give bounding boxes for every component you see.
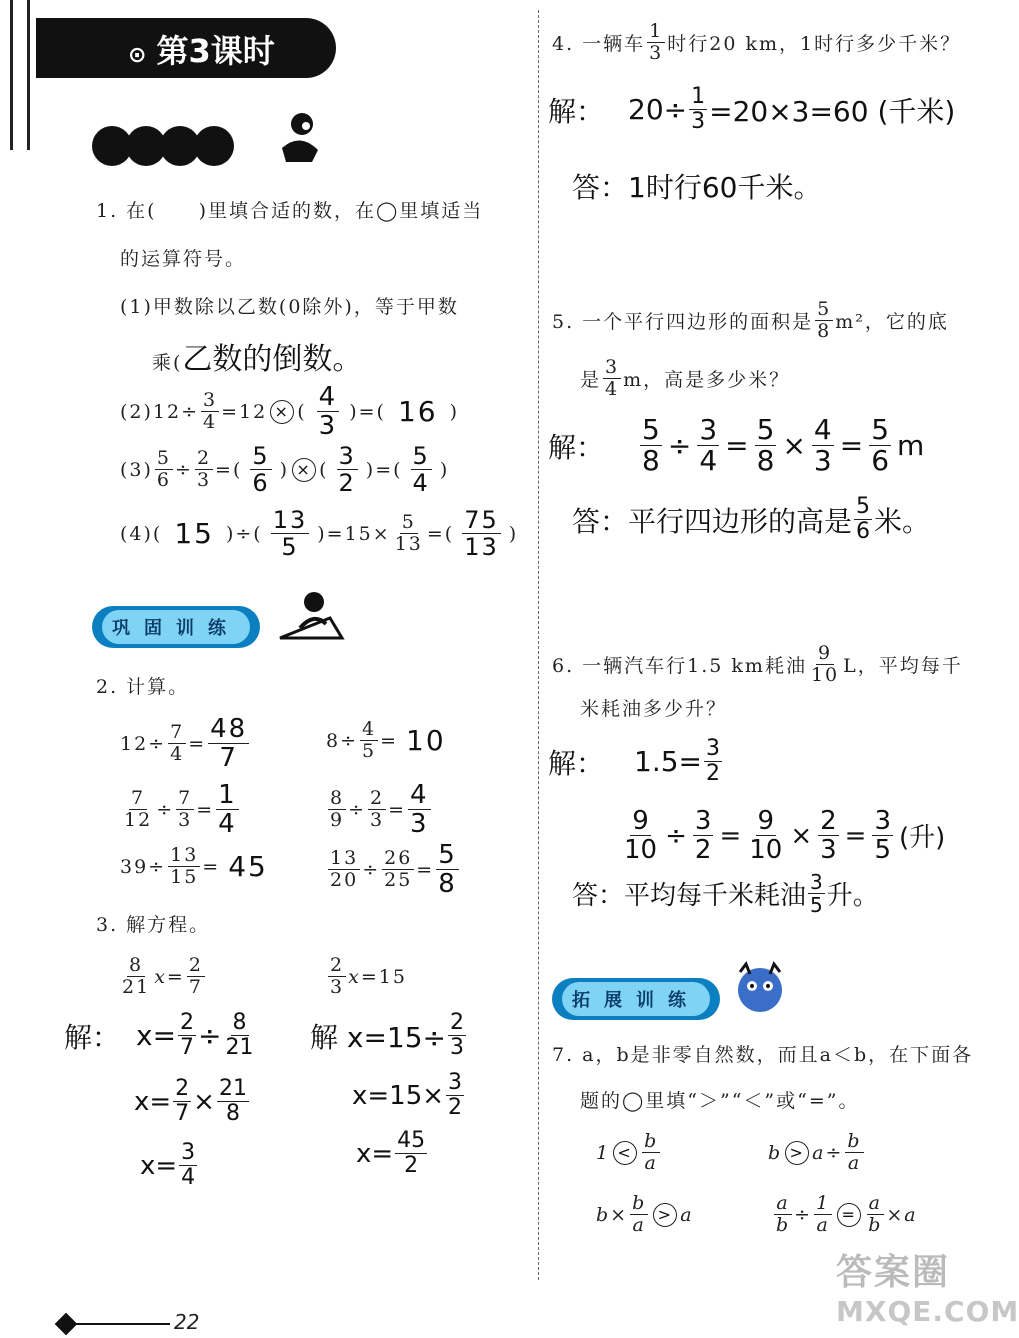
q5-prompt-line1: 5. 一个平行四边形的面积是 $\frac{5}{8}$ m²，它的底 [552, 298, 949, 342]
cartoon-girl-icon [272, 108, 326, 164]
q1-prompt-line2: 的运算符号。 [120, 248, 247, 270]
q6-prompt-line2: 米耗油多少升？ [580, 698, 728, 720]
q1-part2-operator: × [270, 400, 294, 424]
q1-prompt-line1: 1. 在( )里填合适的数，在◯里填适当 [96, 200, 484, 222]
basic-practice-badge [92, 126, 228, 170]
q3-solution1-line2: x= $\frac{2}{7}$ × $\frac{21}{8}$ [134, 1076, 247, 1126]
q5-solution: 解： $\frac{5}{8}$ ÷ $\frac{3}{4}$ = $\frac{5}{8}$ × $\frac{4}{3}$ = $\frac{5}{6}$ m [548, 413, 925, 477]
corner-logo: 答案圈 MXQE.COM [836, 1252, 1019, 1328]
q7-compare4-answer: = [837, 1203, 861, 1227]
q4-prompt: 4. 一辆车 $\frac{1}{3}$ 时行20 km，1时行多少千米？ [552, 20, 962, 64]
q2-r1b: 8÷ $\frac{4}{5}$ = 10 [326, 718, 446, 762]
column-divider [538, 10, 539, 1280]
extend-training-badge: 拓展训练 [552, 978, 720, 1020]
q3-prompt: 3. 解方程。 [96, 914, 211, 936]
margin-bars [10, 0, 30, 150]
q6-prompt-line1: 6. 一辆汽车行1.5 km耗油 $\frac{9}{10}$ L，平均每千 [552, 642, 963, 686]
q7-compare2: b > a÷ $\frac{b}{a}$ [768, 1130, 862, 1174]
q5-answer: 答：平行四边形的高是 $\frac{5}{6}$ 米。 [572, 494, 931, 544]
q6-solution-line1: 解： 1.5= $\frac{3}{2}$ [548, 736, 721, 786]
q1-part4: (4)( 15 )÷( $\frac{13}{5}$ )=15× $\frac{5}{13}$ =( $\frac{75}{13}$ ) [120, 506, 519, 561]
q7-compare1-answer: < [613, 1141, 637, 1165]
q3-solution1-line3: x= $\frac{3}{4}$ [140, 1140, 196, 1190]
q3-solution1-line1: 解： x= $\frac{2}{7}$ ÷ $\frac{8}{21}$ [64, 1010, 254, 1060]
target-icon: ⊙ [128, 43, 147, 68]
cartoon-cat-icon [726, 962, 796, 1018]
q7-compare3-answer: > [653, 1203, 677, 1227]
q7-compare3: b× $\frac{b}{a}$ > a [596, 1192, 694, 1236]
q2-r2a: $\frac{7}{12}$ ÷ $\frac{7}{3}$ = $\frac{1}{4}$ [124, 780, 237, 839]
q4-solution: 解： 20÷ $\frac{1}{3}$ =20×3=60 (千米) [548, 84, 956, 134]
q3-solution2-line1: 解 x=15÷ $\frac{2}{3}$ [310, 1010, 465, 1060]
q7-compare1: 1 < $\frac{b}{a}$ [596, 1130, 659, 1174]
q1-part2: (2)12÷ $\frac{3}{4}$ =12 × ( $\frac{4}{3}$ )=( 16 ) [120, 382, 459, 441]
q7-prompt-line1: 7. a，b是非零自然数，而且a＜b，在下面各 [552, 1044, 974, 1066]
q7-compare2-answer: > [785, 1141, 809, 1165]
q2-r1a: 12÷ $\frac{7}{4}$ = $\frac{48}{7}$ [120, 714, 248, 773]
q6-solution-line2: $\frac{9}{10}$ ÷ $\frac{3}{2}$ = $\frac{9}{10}$ × $\frac{2}{3}$ = $\frac{3}{5}$ (升) [624, 806, 946, 865]
lesson-title: ⊙ 第3课时 [128, 32, 275, 70]
q1-part1-line1: (1)甲数除以乙数(0除外)，等于甲数 [120, 296, 459, 318]
q3-equation2: $\frac{2}{3}$ x =15 [330, 954, 407, 998]
consolidate-training-badge: 巩固训练 [92, 606, 260, 648]
q7-prompt-line2: 题的◯里填“＞”“＜”或“=”。 [580, 1090, 860, 1112]
q1-part3: (3) $\frac{5}{6}$ ÷ $\frac{2}{3}$ =( $\frac{5}{6}$ ) × ( $\frac{3}{2}$ )=( $\frac{5}{4}$ ) [120, 442, 450, 497]
q3-equation1: $\frac{8}{21}$ x = $\frac{2}{7}$ [122, 954, 203, 998]
q3-solution2-line2: x=15× $\frac{3}{2}$ [352, 1070, 463, 1120]
cartoon-writing-icon [270, 588, 346, 648]
q5-prompt-line2: 是 $\frac{3}{4}$ m，高是多少米？ [580, 356, 791, 400]
q4-answer: 答：1时行60千米。 [572, 171, 822, 204]
q2-r3b: $\frac{13}{20}$ ÷ $\frac{26}{25}$ = $\frac{5}{8}$ [330, 840, 457, 899]
page-number: 22 [174, 1310, 200, 1334]
q3-solution2-line3: x= $\frac{45}{2}$ [356, 1128, 426, 1178]
q7-compare4: $\frac{a}{b}$ ÷ $\frac{1}{a}$ = $\frac{a}{b}$ ×a [776, 1192, 918, 1236]
q6-answer: 答：平均每千米耗油 $\frac{3}{5}$ 升。 [572, 870, 879, 917]
q1-part1-answer: 乙数的倒数。 [182, 342, 363, 377]
q1-part3-operator: × [292, 458, 316, 482]
q1-part1-line2: 乘(乙数的倒数。 [152, 342, 363, 377]
q2-prompt: 2. 计算。 [96, 676, 190, 698]
q2-r2b: $\frac{8}{9}$ ÷ $\frac{2}{3}$ = $\frac{4}{3}$ [330, 780, 429, 839]
q2-r3a: 39÷ $\frac{13}{15}$ = 45 [120, 844, 268, 888]
page-rule [70, 1323, 170, 1325]
